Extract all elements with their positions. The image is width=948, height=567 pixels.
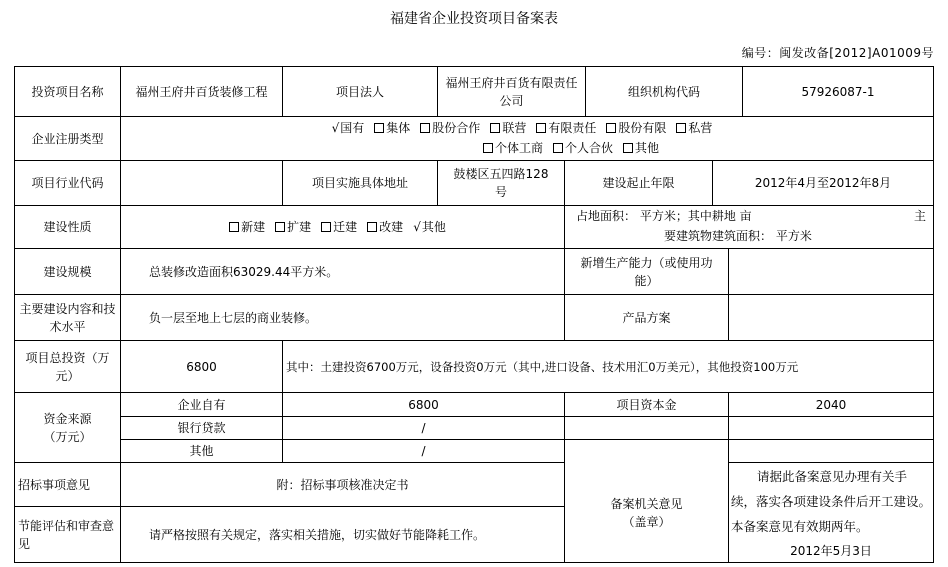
checkbox-empty-icon — [676, 123, 686, 133]
checkbox-empty-icon — [321, 222, 331, 232]
label-energy-review: 节能评估和审查意见 — [18, 518, 115, 551]
bank-loan-value: / — [421, 421, 426, 435]
label-reg-type: 企业注册类型 — [31, 131, 104, 146]
reg-type-option-label: 股份有限 — [618, 121, 667, 135]
reg-type-option-label: 有限责任 — [548, 121, 597, 135]
energy-review-value: 请严格按照有关规定，落实相关措施，切实做好节能降耗工作。 — [149, 527, 486, 542]
checkbox-empty-icon — [374, 123, 384, 133]
checkbox-empty-icon — [606, 123, 616, 133]
label-project-name: 投资项目名称 — [31, 84, 104, 99]
legal-person-value: 福州王府井百货有限责任公司 — [445, 75, 578, 108]
reg-type-option-label: 私营 — [688, 121, 713, 135]
label-bank-loan: 银行贷款 — [177, 421, 226, 435]
reg-type-option-label: 集体 — [386, 121, 411, 135]
reg-type-option[interactable] — [374, 118, 410, 138]
reg-type-option-label: 其他 — [635, 141, 660, 155]
label-product-plan: 产品方案 — [622, 310, 671, 325]
land-area-info — [566, 206, 932, 248]
land-area-line-1: 占地面积： 平方米；其中耕地 亩 — [576, 209, 752, 223]
checkbox-empty-icon — [623, 143, 633, 153]
reg-type-option[interactable] — [536, 118, 596, 138]
checkbox-empty-icon — [229, 222, 239, 232]
reg-type-option-label: 个体工商 — [494, 141, 543, 155]
bidding-opinion-value: 附：招标事项核准决定书 — [276, 477, 409, 492]
nature-option-label: 新建 — [241, 220, 266, 234]
nature-option[interactable] — [229, 217, 265, 237]
reg-type-option[interactable] — [606, 118, 666, 138]
reg-type-option[interactable] — [490, 118, 526, 138]
checkbox-empty-icon — [420, 123, 430, 133]
scale-value: 总装修改造面积63029.44平方米。 — [149, 264, 339, 279]
label-other-funding: 其他 — [189, 444, 214, 458]
checkbox-empty-icon — [367, 222, 377, 232]
label-period: 建设起止年限 — [602, 176, 675, 190]
reg-type-option-label: 国有 — [340, 121, 365, 135]
other-funding-value: / — [421, 444, 426, 458]
reg-type-option[interactable] — [332, 118, 365, 138]
label-total-investment: 项目总投资（万元） — [25, 350, 110, 383]
nature-option-label: 改建 — [379, 220, 404, 234]
document-number: 编号：闽发改备[2012]A01009号 — [741, 46, 934, 60]
reg-type-line-1 — [121, 118, 933, 138]
label-industry-code: 项目行业代码 — [31, 176, 104, 190]
project-name-value: 福州王府井百货装修工程 — [135, 84, 268, 99]
reg-type-option-label: 个人合伙 — [564, 141, 613, 155]
label-self-funded: 企业自有 — [177, 397, 226, 412]
checkbox-empty-icon — [536, 123, 546, 133]
address-value: 鼓楼区五四路128号 — [453, 167, 549, 199]
reg-type-option[interactable] — [676, 118, 712, 138]
construction-nature-options — [121, 206, 564, 248]
label-capacity: 新增生产能力（或使用功能） — [580, 255, 713, 288]
approval-date: 2012年5月3日 — [790, 544, 872, 558]
industry-code-value — [121, 161, 282, 205]
org-code-value: 57926087-1 — [801, 84, 875, 99]
reg-type-option[interactable] — [623, 138, 659, 158]
nature-option[interactable] — [321, 217, 357, 237]
label-approval-authority: 备案机关意见（盖章） — [610, 496, 683, 529]
label-bidding-opinion: 招标事项意见 — [18, 477, 91, 492]
nature-option[interactable] — [275, 217, 311, 237]
reg-type-option[interactable] — [483, 138, 543, 158]
checkbox-empty-icon — [490, 123, 500, 133]
building-area-line: 要建筑物建筑面积： 平方米 — [664, 229, 812, 243]
reg-type-option-label: 股份合作 — [432, 121, 481, 135]
total-investment-value: 6800 — [186, 359, 217, 374]
nature-option-label: 迁建 — [333, 220, 358, 234]
investment-breakdown: 其中：土建投资6700万元，设备投资0万元（其中,进口设备、技术用汇0万美元），其他投资100万元 — [286, 359, 799, 374]
reg-type-option-label: 联营 — [502, 121, 527, 135]
land-area-line-1-tail: 主 — [913, 209, 926, 223]
checkbox-empty-icon — [275, 222, 285, 232]
capacity-value — [729, 249, 933, 294]
nature-option-label: 扩建 — [287, 220, 312, 234]
product-plan-value — [729, 295, 933, 340]
nature-option[interactable] — [367, 217, 403, 237]
nature-option-label: 其他 — [421, 220, 446, 234]
reg-type-option[interactable] — [553, 138, 613, 158]
main-content-value: 负一层至地上七层的商业装修。 — [149, 310, 318, 325]
label-address: 项目实施具体地址 — [311, 176, 408, 190]
checkmark-icon: √ — [331, 121, 340, 135]
checkmark-icon: √ — [413, 220, 421, 234]
label-construction-nature: 建设性质 — [43, 220, 92, 234]
label-org-code: 组织机构代码 — [627, 84, 700, 99]
label-main-content: 主要建设内容和技术水平 — [19, 301, 116, 334]
label-scale: 建设规模 — [43, 264, 92, 279]
self-funded-value: 6800 — [408, 397, 439, 412]
label-legal-person: 项目法人 — [335, 84, 384, 99]
label-funding-source: 资金来源（万元） — [43, 411, 92, 444]
reg-type-line-2 — [121, 138, 933, 158]
project-capital-value: 2040 — [815, 397, 847, 412]
checkbox-empty-icon — [483, 143, 493, 153]
approval-opinion: 请据此备案意见办理有关手续，落实各项建设条件后开工建设。本备案意见有效期两年。 — [731, 469, 932, 534]
reg-type-option[interactable] — [420, 118, 480, 138]
checkbox-empty-icon — [553, 143, 563, 153]
nature-option[interactable] — [413, 217, 446, 237]
period-value: 2012年4月至2012年8月 — [754, 176, 892, 190]
reg-type-options — [121, 118, 933, 160]
label-project-capital: 项目资本金 — [616, 397, 677, 412]
document-title: 福建省企业投资项目备案表 — [390, 11, 558, 27]
